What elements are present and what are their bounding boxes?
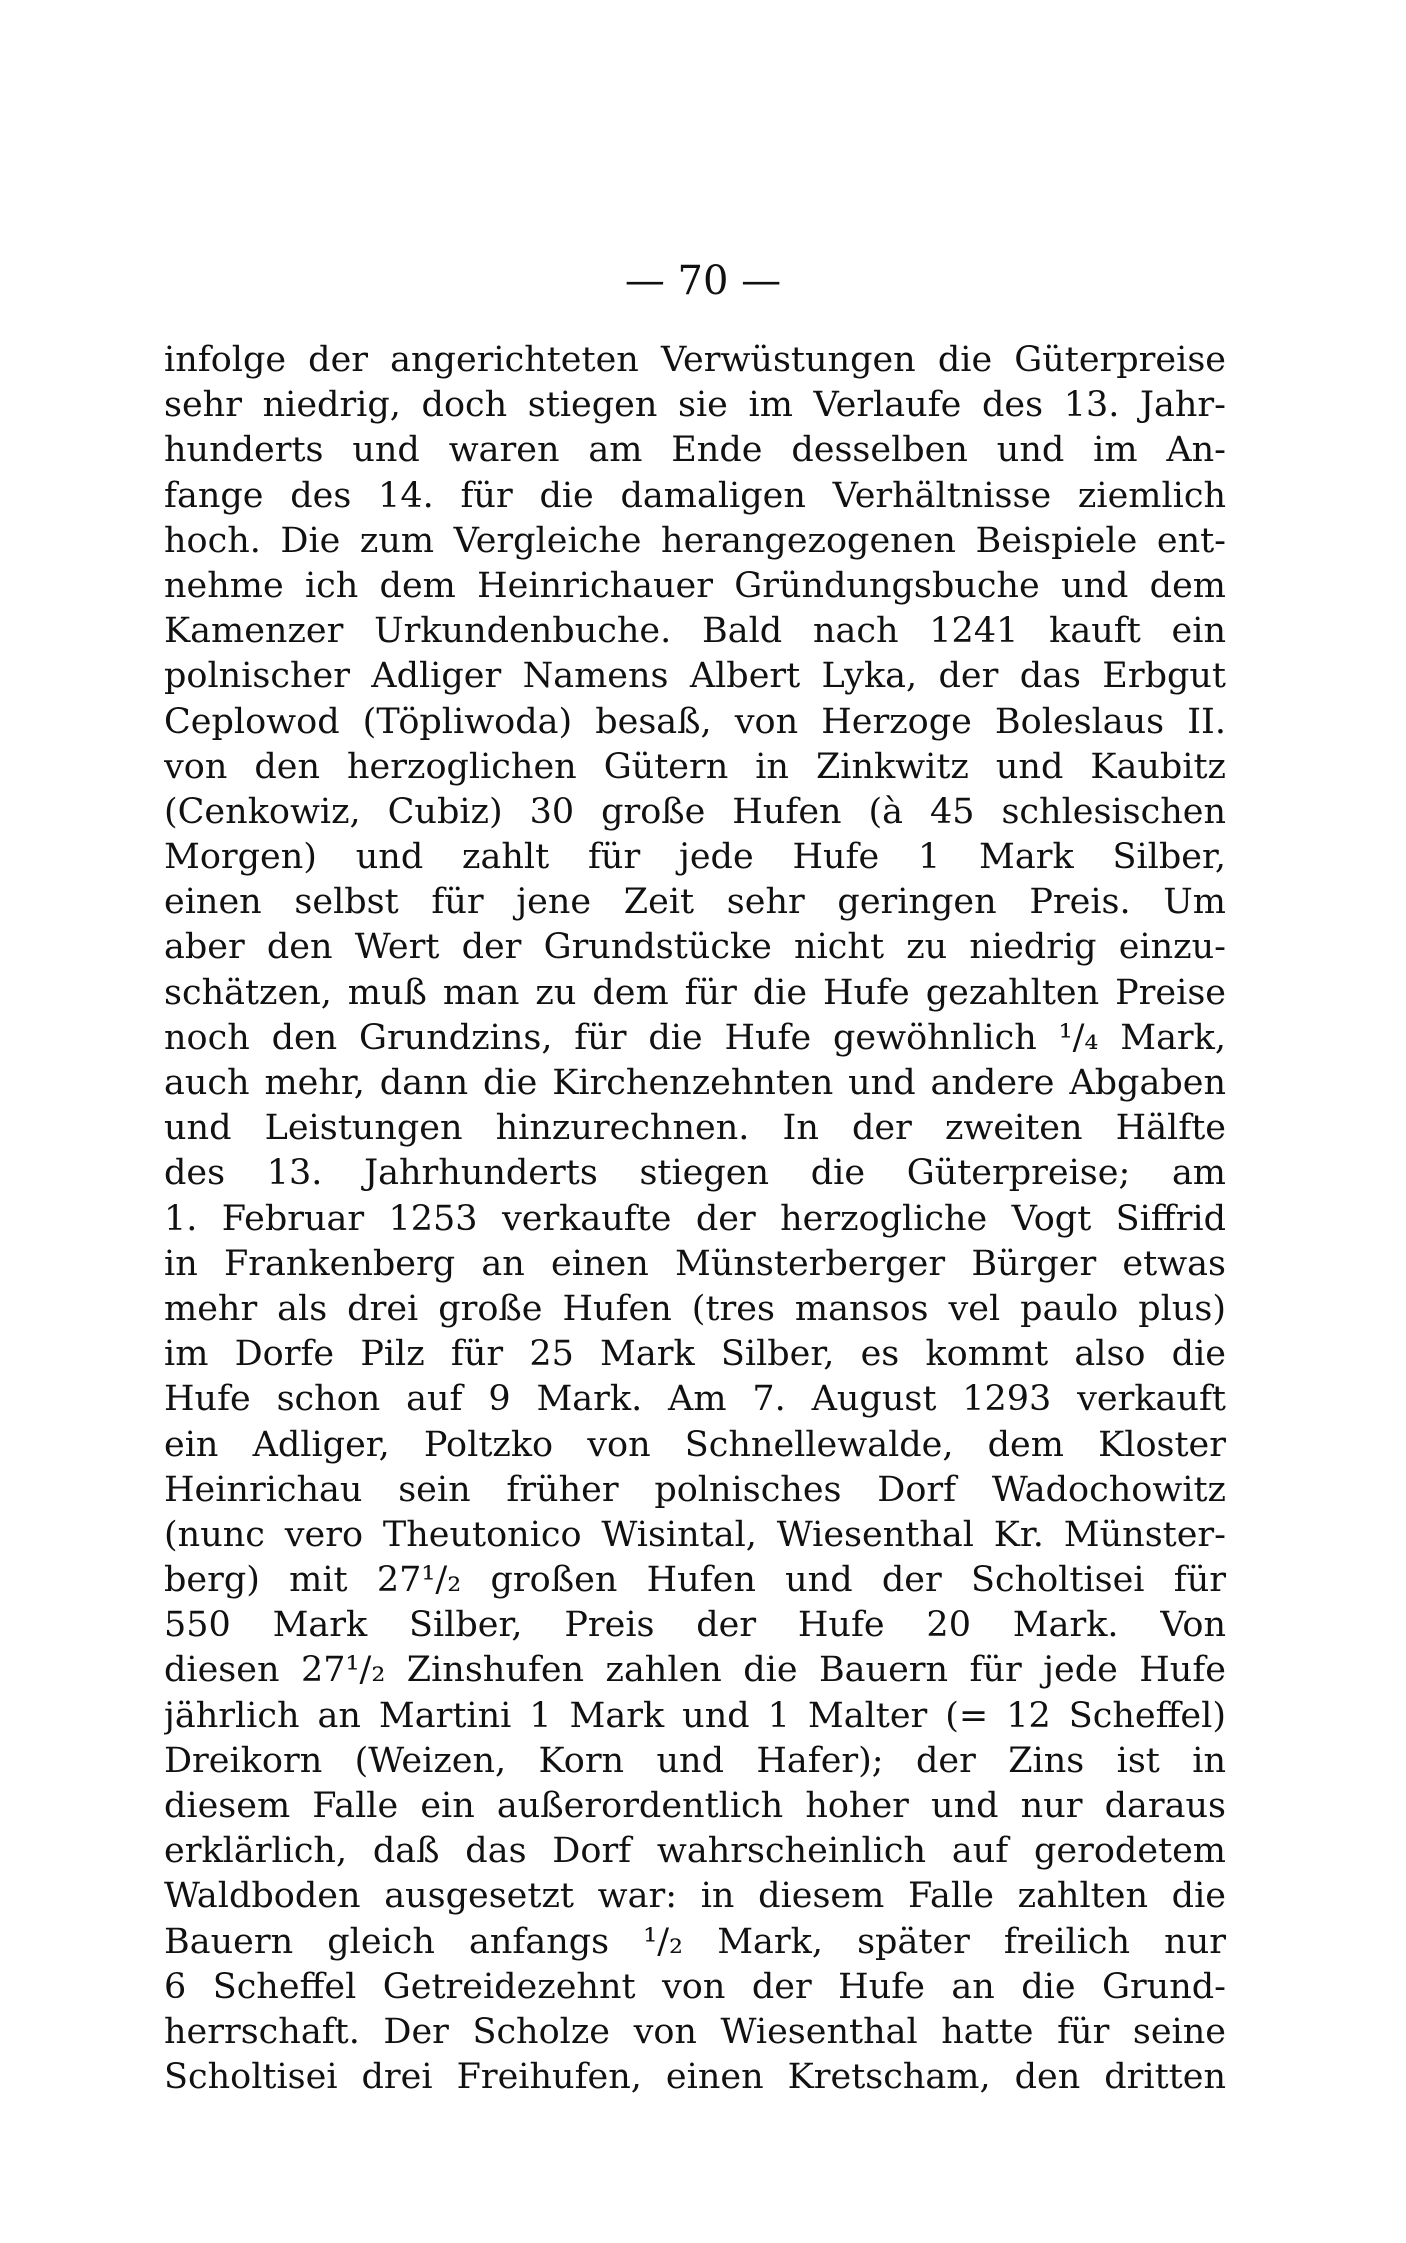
text-line: sehr niedrig, doch stiegen sie im Verlaufe des 13. Jahr- <box>164 385 1226 426</box>
text-line: Heinrichau sein früher polnisches Dorf Wadochowitz <box>164 1469 1226 1510</box>
text-line: mehr als drei große Hufen (tres mansos vel paulo plus) <box>164 1288 1226 1329</box>
text-line: hunderts und waren am Ende desselben und im An- <box>164 430 1226 471</box>
text-line: Kamenzer Urkundenbuche. Bald nach 1241 kauft ein <box>164 611 1226 652</box>
text-line: herrschaft. Der Scholze von Wiesenthal hatte für seine <box>164 2011 1226 2052</box>
text-line: von den herzoglichen Gütern in Zinkwitz und Kaubitz <box>164 746 1226 787</box>
text-line: im Dorfe Pilz für 25 Mark Silber, es kommt also die <box>164 1334 1226 1375</box>
text-line: polnischer Adliger Namens Albert Lyka, der das Erbgut <box>164 656 1226 697</box>
text-line: (nunc vero Theutonico Wisintal, Wiesenthal Kr. Münster- <box>164 1514 1226 1555</box>
text-line: (Cenkowiz, Cubiz) 30 große Hufen (à 45 schlesischen <box>164 791 1226 832</box>
text-line: aber den Wert der Grundstücke nicht zu niedrig einzu- <box>164 927 1226 968</box>
text-line: Scholtisei drei Freihufen, einen Kretscham, den dritten <box>164 2057 1226 2098</box>
text-line: hoch. Die zum Vergleiche herangezogenen Beispiele ent- <box>164 520 1226 561</box>
text-line: des 13. Jahrhunderts stiegen die Güterpreise; am <box>164 1153 1226 1194</box>
text-line: schätzen, muß man zu dem für die Hufe gezahlten Preise <box>164 972 1226 1013</box>
text-line: diesen 27¹/₂ Zinshufen zahlen die Bauern für jede Hufe <box>164 1650 1226 1691</box>
text-line: und Leistungen hinzurechnen. In der zweiten Hälfte <box>164 1108 1226 1149</box>
text-line: 550 Mark Silber, Preis der Hufe 20 Mark. Von <box>164 1605 1226 1646</box>
text-line: berg) mit 27¹/₂ großen Hufen und der Scholtisei für <box>164 1560 1226 1601</box>
text-line: 6 Scheffel Getreidezehnt von der Hufe an die Grund- <box>164 1966 1226 2007</box>
text-line: fange des 14. für die damaligen Verhältnisse ziemlich <box>164 475 1226 516</box>
text-line: Hufe schon auf 9 Mark. Am 7. August 1293 verkauft <box>164 1379 1226 1420</box>
text-line: ein Adliger, Poltzko von Schnellewalde, dem Kloster <box>164 1424 1226 1465</box>
text-line: diesem Falle ein außerordentlich hoher und nur daraus <box>164 1786 1226 1826</box>
text-line: infolge der angerichteten Verwüstungen die Güterpreise <box>164 340 1226 380</box>
text-line: einen selbst für jene Zeit sehr geringen Preis. Um <box>164 882 1226 923</box>
text-line: Waldboden ausgesetzt war: in diesem Falle zahlten die <box>164 1876 1226 1917</box>
text-line: Bauern gleich anfangs ¹/₂ Mark, später freilich nur <box>164 1921 1226 1962</box>
text-line: Morgen) und zahlt für jede Hufe 1 Mark Silber, <box>164 837 1226 878</box>
text-line: Dreikorn (Weizen, Korn und Hafer); der Zins ist in <box>164 1740 1226 1781</box>
page-number: — 70 — <box>624 258 782 304</box>
text-line: auch mehr, dann die Kirchenzehnten und andere Abgaben <box>164 1063 1226 1103</box>
text-line: in Frankenberg an einen Münsterberger Bürger etwas <box>164 1243 1226 1284</box>
body-text <box>164 338 1226 2100</box>
text-line: 1. Februar 1253 verkaufte der herzogliche Vogt Siffrid <box>164 1198 1226 1239</box>
text-line: Ceplowod (Töplіwoda) besaß, von Herzoge Boleslaus II. <box>164 701 1226 742</box>
text-line: noch den Grundzins, für die Hufe gewöhnlich ¹/₄ Mark, <box>164 1017 1226 1058</box>
text-line: nehme ich dem Heinrichauer Gründungsbuche und dem <box>164 565 1226 606</box>
text-line: jährlich an Martini 1 Mark und 1 Malter (= 12 Scheffel) <box>164 1695 1226 1736</box>
text-line: erklärlich, daß das Dorf wahrscheinlich auf gerodetem <box>164 1831 1226 1872</box>
